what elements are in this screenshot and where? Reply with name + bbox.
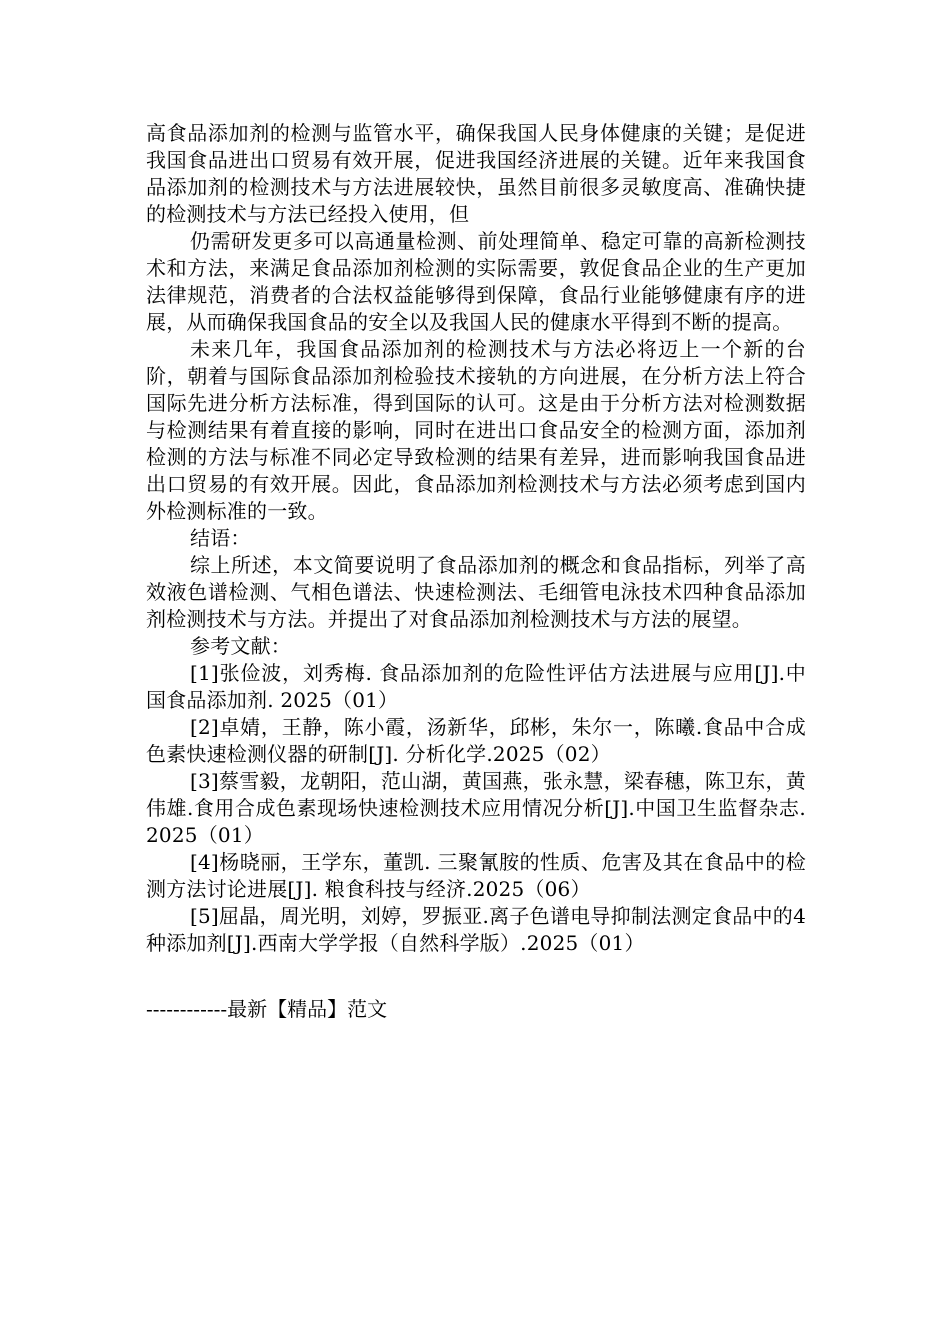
paragraph-research-needs: 仍需研发更多可以高通量检测、前处理简单、稳定可靠的高新检测技术和方法，来满足食品添加剂检测的实际需要，敦促食品企业的生产更加法律规范，消费者的合法权益能够得到保障，食品行业能够健康有序的进展，从而确保我国食品的安全以及我国人民的健康水平得到不断的提高。 (146, 229, 806, 334)
reference-item-2: [2]卓婧，王静，陈小霞，汤新华，邱彬，朱尔一，陈曦.食品中合成色素快速检测仪器的研制[J]. 分析化学.2025（02） (146, 715, 806, 766)
references-heading: 参考文献： (190, 634, 291, 658)
paragraph-conclusion: 综上所述，本文简要说明了食品添加剂的概念和食品指标，列举了高效液色谱检测、气相色谱法、快速检测法、毛细管电泳技术四种食品添加剂检测技术与方法。并提出了对食品添加剂检测技术与方法的展望。 (146, 553, 806, 631)
paragraph-intro: 高食品添加剂的检测与监管水平，确保我国人民身体健康的关键；是促进我国食品进出口贸易有效开展，促进我国经济进展的关键。近年来我国食品添加剂的检测技术与方法进展较快，虽然目前很多灵敏度高、准确快捷的检测技术与方法已经投入使用，但 (146, 121, 806, 226)
reference-item-4: [4]杨晓丽，王学东，董凯. 三聚氰胺的性质、危害及其在食品中的检测方法讨论进展[J]. 粮食科技与经济.2025（06） (146, 850, 806, 901)
reference-item-3: [3]蔡雪毅，龙朝阳，范山湖，黄国燕，张永慧，梁春穗，陈卫东，黄伟雄.食用合成色素现场快速检测技术应用情况分析[J].中国卫生监督杂志.2025（01） (146, 769, 806, 847)
conclusion-heading: 结语： (190, 526, 251, 550)
paragraph-future-outlook: 未来几年，我国食品添加剂的检测技术与方法必将迈上一个新的台阶，朝着与国际食品添加剂检验技术接轨的方向进展，在分析方法上符合国际先进分析方法标准，得到国际的认可。这是由于分析方法对检测数据与检测结果有着直接的影响，同时在进出口食品安全的检测方面，添加剂检测的方法与标准不同必定导致检测的结果有差异，进而影响我国食品进出口贸易的有效开展。因此，食品添加剂检测技术与方法必须考虑到国内外检测标准的一致。 (146, 337, 806, 523)
reference-item-5: [5]屈晶，周光明，刘婷，罗振亚.离子色谱电导抑制法测定食品中的4种添加剂[J].西南大学学报（自然科学版）.2025（01） (146, 904, 806, 955)
reference-item-1: [1]张俭波，刘秀梅. 食品添加剂的危险性评估方法进展与应用[J].中国食品添加剂. 2025（01） (146, 661, 806, 712)
footer-note: ------------最新【精品】范文 (146, 997, 388, 1021)
body-text (146, 120, 806, 957)
